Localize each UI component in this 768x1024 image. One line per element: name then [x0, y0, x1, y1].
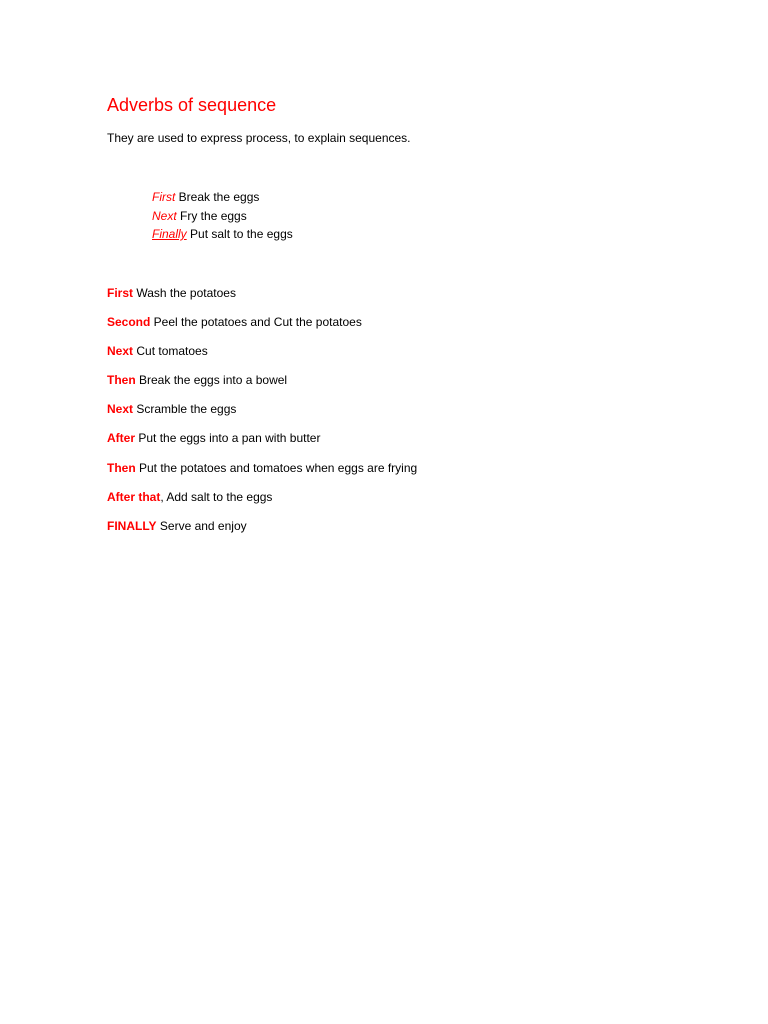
sequence-adverb: First — [152, 190, 176, 204]
step-adverb: FINALLY — [107, 518, 157, 533]
step-item — [107, 518, 417, 547]
sequence-adverb: Next — [152, 208, 177, 223]
step-adverb: Next — [107, 402, 134, 417]
simple-sequence-list — [152, 188, 293, 244]
list-item — [152, 225, 293, 244]
step-text: Serve and enjoy — [156, 518, 247, 533]
step-item — [107, 460, 417, 489]
step-item — [107, 343, 417, 372]
step-text: Scramble the eggs — [133, 402, 237, 417]
recipe-steps — [107, 285, 417, 547]
step-text: Break the eggs into a bowel — [135, 373, 288, 388]
step-adverb: Second — [107, 315, 151, 330]
step-item — [107, 372, 417, 401]
step-item — [107, 285, 417, 314]
step-text: Peel the potatoes and Cut the potatoes — [150, 315, 362, 330]
sequence-text: Fry the eggs — [176, 208, 247, 223]
step-text: , Add salt to the eggs — [160, 489, 273, 504]
step-item — [107, 430, 417, 459]
step-adverb: Next — [107, 344, 134, 359]
step-item — [107, 401, 417, 430]
step-text: Cut tomatoes — [133, 344, 208, 359]
step-adverb: Then — [107, 460, 136, 475]
step-item — [107, 314, 417, 343]
step-adverb: After — [107, 431, 136, 446]
step-adverb: Then — [107, 373, 136, 388]
step-text: Put the potatoes and tomatoes when eggs are frying — [135, 460, 418, 475]
step-adverb: After that — [107, 489, 161, 504]
sequence-adverb: Finally — [152, 227, 187, 241]
step-text: Wash the potatoes — [133, 286, 236, 300]
step-adverb: First — [107, 286, 134, 300]
sequence-text: Put salt to the eggs — [186, 227, 293, 241]
list-item — [152, 188, 293, 207]
list-item — [152, 207, 293, 226]
step-item — [107, 489, 417, 518]
intro-text: They are used to express process, to explain sequences. — [107, 131, 411, 145]
page-title: Adverbs of sequence — [107, 95, 277, 115]
sequence-text: Break the eggs — [175, 190, 260, 204]
step-text: Put the eggs into a pan with butter — [135, 431, 321, 446]
